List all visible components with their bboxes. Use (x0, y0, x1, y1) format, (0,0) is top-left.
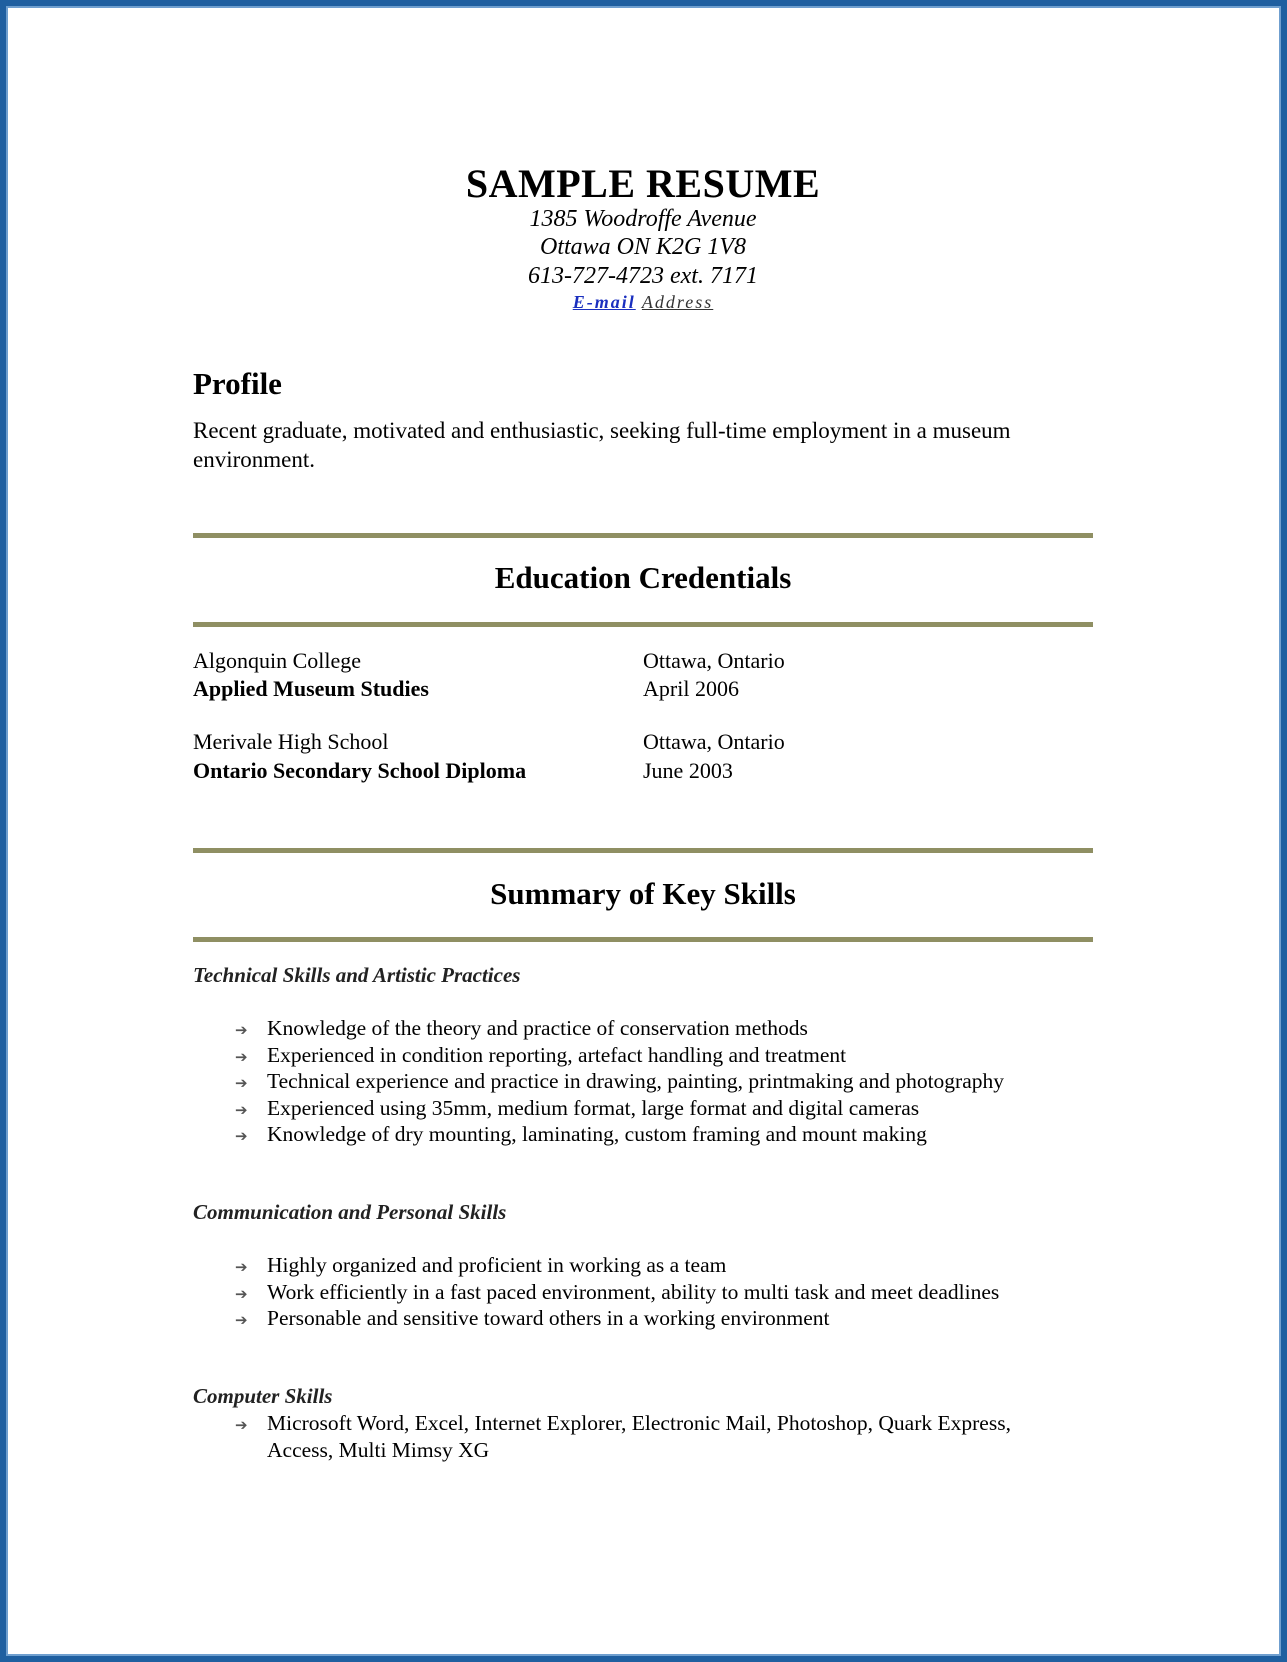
list-item: ➔ Technical experience and practice in drawing, painting, printmaking and photography (235, 1069, 1004, 1093)
skills-group-title: Computer Skills (193, 1384, 333, 1408)
education-heading: Education Credentials (494, 560, 792, 595)
list-item: ➔ Work efficiently in a fast paced environment, ability to multi task and meet deadlines (235, 1279, 1000, 1304)
section-divider (193, 533, 1093, 538)
arrow-bullet-icon: ➔ (235, 1023, 248, 1039)
list-item: ➔ Experienced using 35mm, medium format, large format and digital cameras (235, 1095, 920, 1120)
arrow-bullet-icon: ➔ (235, 1313, 248, 1329)
skills-heading: Summary of Key Skills (490, 876, 796, 911)
education-program: Ontario Secondary School Diploma (193, 758, 527, 783)
education-program: Applied Museum Studies (193, 676, 429, 701)
resume-title: SAMPLE RESUME (465, 161, 821, 206)
list-item: ➔ Microsoft Word, Excel, Internet Explorer, Electronic Mail, Photoshop, Quark Express, (235, 1411, 1011, 1435)
phone-number: 613-727-4723 ext. 7171 (528, 263, 758, 289)
email-suffix: Address (641, 292, 714, 312)
education-school: Algonquin College (193, 648, 362, 673)
profile-text: Recent graduate, motivated and enthusiastic, seeking full-time employment in a museum environment. (193, 418, 1011, 472)
list-item: ➔ Knowledge of the theory and practice of conservation methods (235, 1016, 808, 1040)
skills-list (230, 1410, 1011, 1463)
education-date: April 2006 (643, 676, 739, 701)
skills-list (230, 1015, 1004, 1148)
education-school: Merivale High School (193, 729, 389, 754)
list-item: ➔ Knowledge of dry mounting, laminating, custom framing and mount making (235, 1122, 927, 1146)
profile-heading: Profile (193, 366, 282, 401)
education-date: June 2003 (643, 758, 733, 783)
address-line-1: 1385 Woodroffe Avenue (529, 206, 757, 232)
section-divider (193, 622, 1093, 627)
arrow-bullet-icon: ➔ (235, 1102, 248, 1119)
list-item: ➔ Experienced in condition reporting, artefact handling and treatment (235, 1042, 847, 1067)
skills-group-title: Communication and Personal Skills (193, 1200, 507, 1224)
skills-group-title: Technical Skills and Artistic Practices (193, 963, 521, 987)
education-location: Ottawa, Ontario (643, 729, 785, 754)
section-divider (193, 937, 1093, 942)
email-line (193, 292, 1093, 313)
arrow-bullet-icon: ➔ (235, 1049, 248, 1066)
list-item: Access, Multi Mimsy XG (267, 1437, 490, 1462)
email-link[interactable]: E-mail (572, 292, 636, 312)
list-item: ➔ Personable and sensitive toward others in a working environment (235, 1306, 830, 1330)
address-line-2: Ottawa ON K2G 1V8 (539, 234, 746, 260)
section-divider (193, 848, 1093, 853)
arrow-bullet-icon: ➔ (235, 1129, 248, 1145)
arrow-bullet-icon: ➔ (235, 1286, 248, 1303)
education-location: Ottawa, Ontario (643, 648, 785, 673)
arrow-bullet-icon: ➔ (235, 1418, 248, 1434)
arrow-bullet-icon: ➔ (235, 1076, 248, 1092)
arrow-bullet-icon: ➔ (235, 1260, 248, 1276)
list-item: ➔ Highly organized and proficient in working as a team (235, 1253, 727, 1277)
skills-list (230, 1252, 999, 1332)
